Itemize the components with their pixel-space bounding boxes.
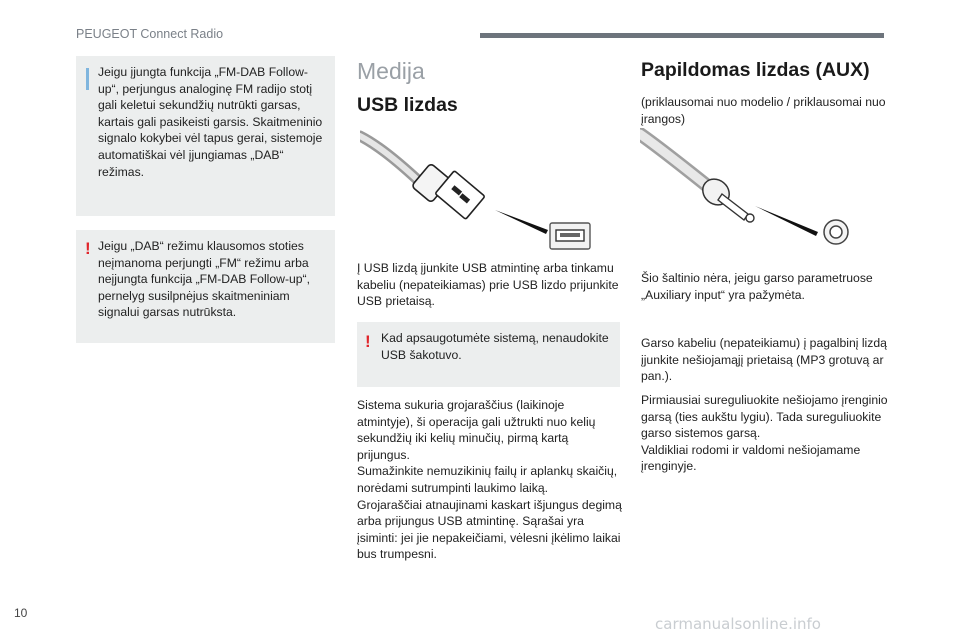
header-title: PEUGEOT Connect Radio: [76, 27, 224, 41]
warning-note-dab-text: Jeigu „DAB“ režimu klausomos stoties neįmanoma perjungti „FM“ režimu arba neįjungta funkcija „FM-DAB Follow-up“, pernelyg susilpnėjus skaitmeniniam signalui garsas nutrūksta.: [98, 239, 311, 320]
watermark: carmanualsonline.info: [655, 615, 821, 633]
usb-port-icon: [550, 223, 590, 249]
aux-connect-instructions: Garso kabeliu (nepateikiamu) į pagalbinį lizdą įjunkite nešiojamąjį prietaisą (MP3 grotuvą ar pan.).: [641, 336, 887, 384]
warning-note-usb-text: Kad apsaugotumėte sistemą, nenaudokite USB šakotuvo.: [381, 331, 609, 362]
warning-note-dab: [76, 230, 335, 343]
exclamation-icon: !: [85, 239, 91, 258]
info-note: [76, 56, 335, 216]
aux-port-icon: [824, 220, 848, 244]
warning-note-usb: [357, 322, 620, 387]
aux-jack-icon: [640, 134, 754, 222]
info-bar-icon: [86, 68, 89, 90]
usb-instructions: Į USB lizdą įjunkite USB atmintinę arba tinkamu kabeliu (nepateikiamas) prie USB lizdo prijunkite USB prietaisą.: [357, 261, 619, 309]
usb-heading: USB lizdas: [357, 94, 458, 116]
aux-availability: (priklausomai nuo modelio / priklausomai nuo įrangos): [641, 95, 886, 126]
usb-plug-icon: [360, 136, 485, 219]
info-note-text: Jeigu įjungta funkcija „FM-DAB Follow-up“, perjungus analoginę FM radijo stotį gali keletui sekundžių nutrūkti garsas, kartais gali pasikeisti garsis. Skaitmeninio signalo kokybei vėl tapus gerai, sistemoje automatiškai vėl įjungiamas „DAB“ režimas.: [98, 65, 323, 179]
aux-heading: Papildomas lizdas (AUX): [641, 59, 870, 81]
aux-source-note: Šio šaltinio nėra, jeigu garso parametruose „Auxiliary input“ yra pažymėta.: [641, 271, 873, 302]
playlist-info: Sistema sukuria grojaraščius (laikinoje atmintyje), ši operacija gali užtrukti nuo kelių sekundžių iki kelių minučių, pirmą kartą prijungus. Sumažinkite nemuzikinių failų ir aplankų skaičių, norėdami sutrumpinti laukimo laiką. Grojaraščiai atnaujinami kaskart išjungus degimą arba prijungus USB atmintinę. Sąrašai yra įsiminti: jei jie nepakeičiami, vėlesni įkėlimo laikai bus trumpesni.: [357, 398, 622, 562]
usb-illustration: [360, 128, 600, 253]
section-title: Medija: [357, 58, 425, 84]
aux-volume-instructions: Pirmiausiai sureguliuokite nešiojamo įrenginio garsą (ties aukštu lygiu). Tada sureguliuokite garso sistemos garsą. Valdikliai rodomi ir valdomi nešiojamame įrenginyje.: [641, 393, 888, 474]
exclamation-icon: !: [365, 332, 371, 351]
page-number: 10: [14, 606, 28, 620]
aux-illustration: [640, 128, 860, 248]
header-bar: [480, 33, 884, 38]
